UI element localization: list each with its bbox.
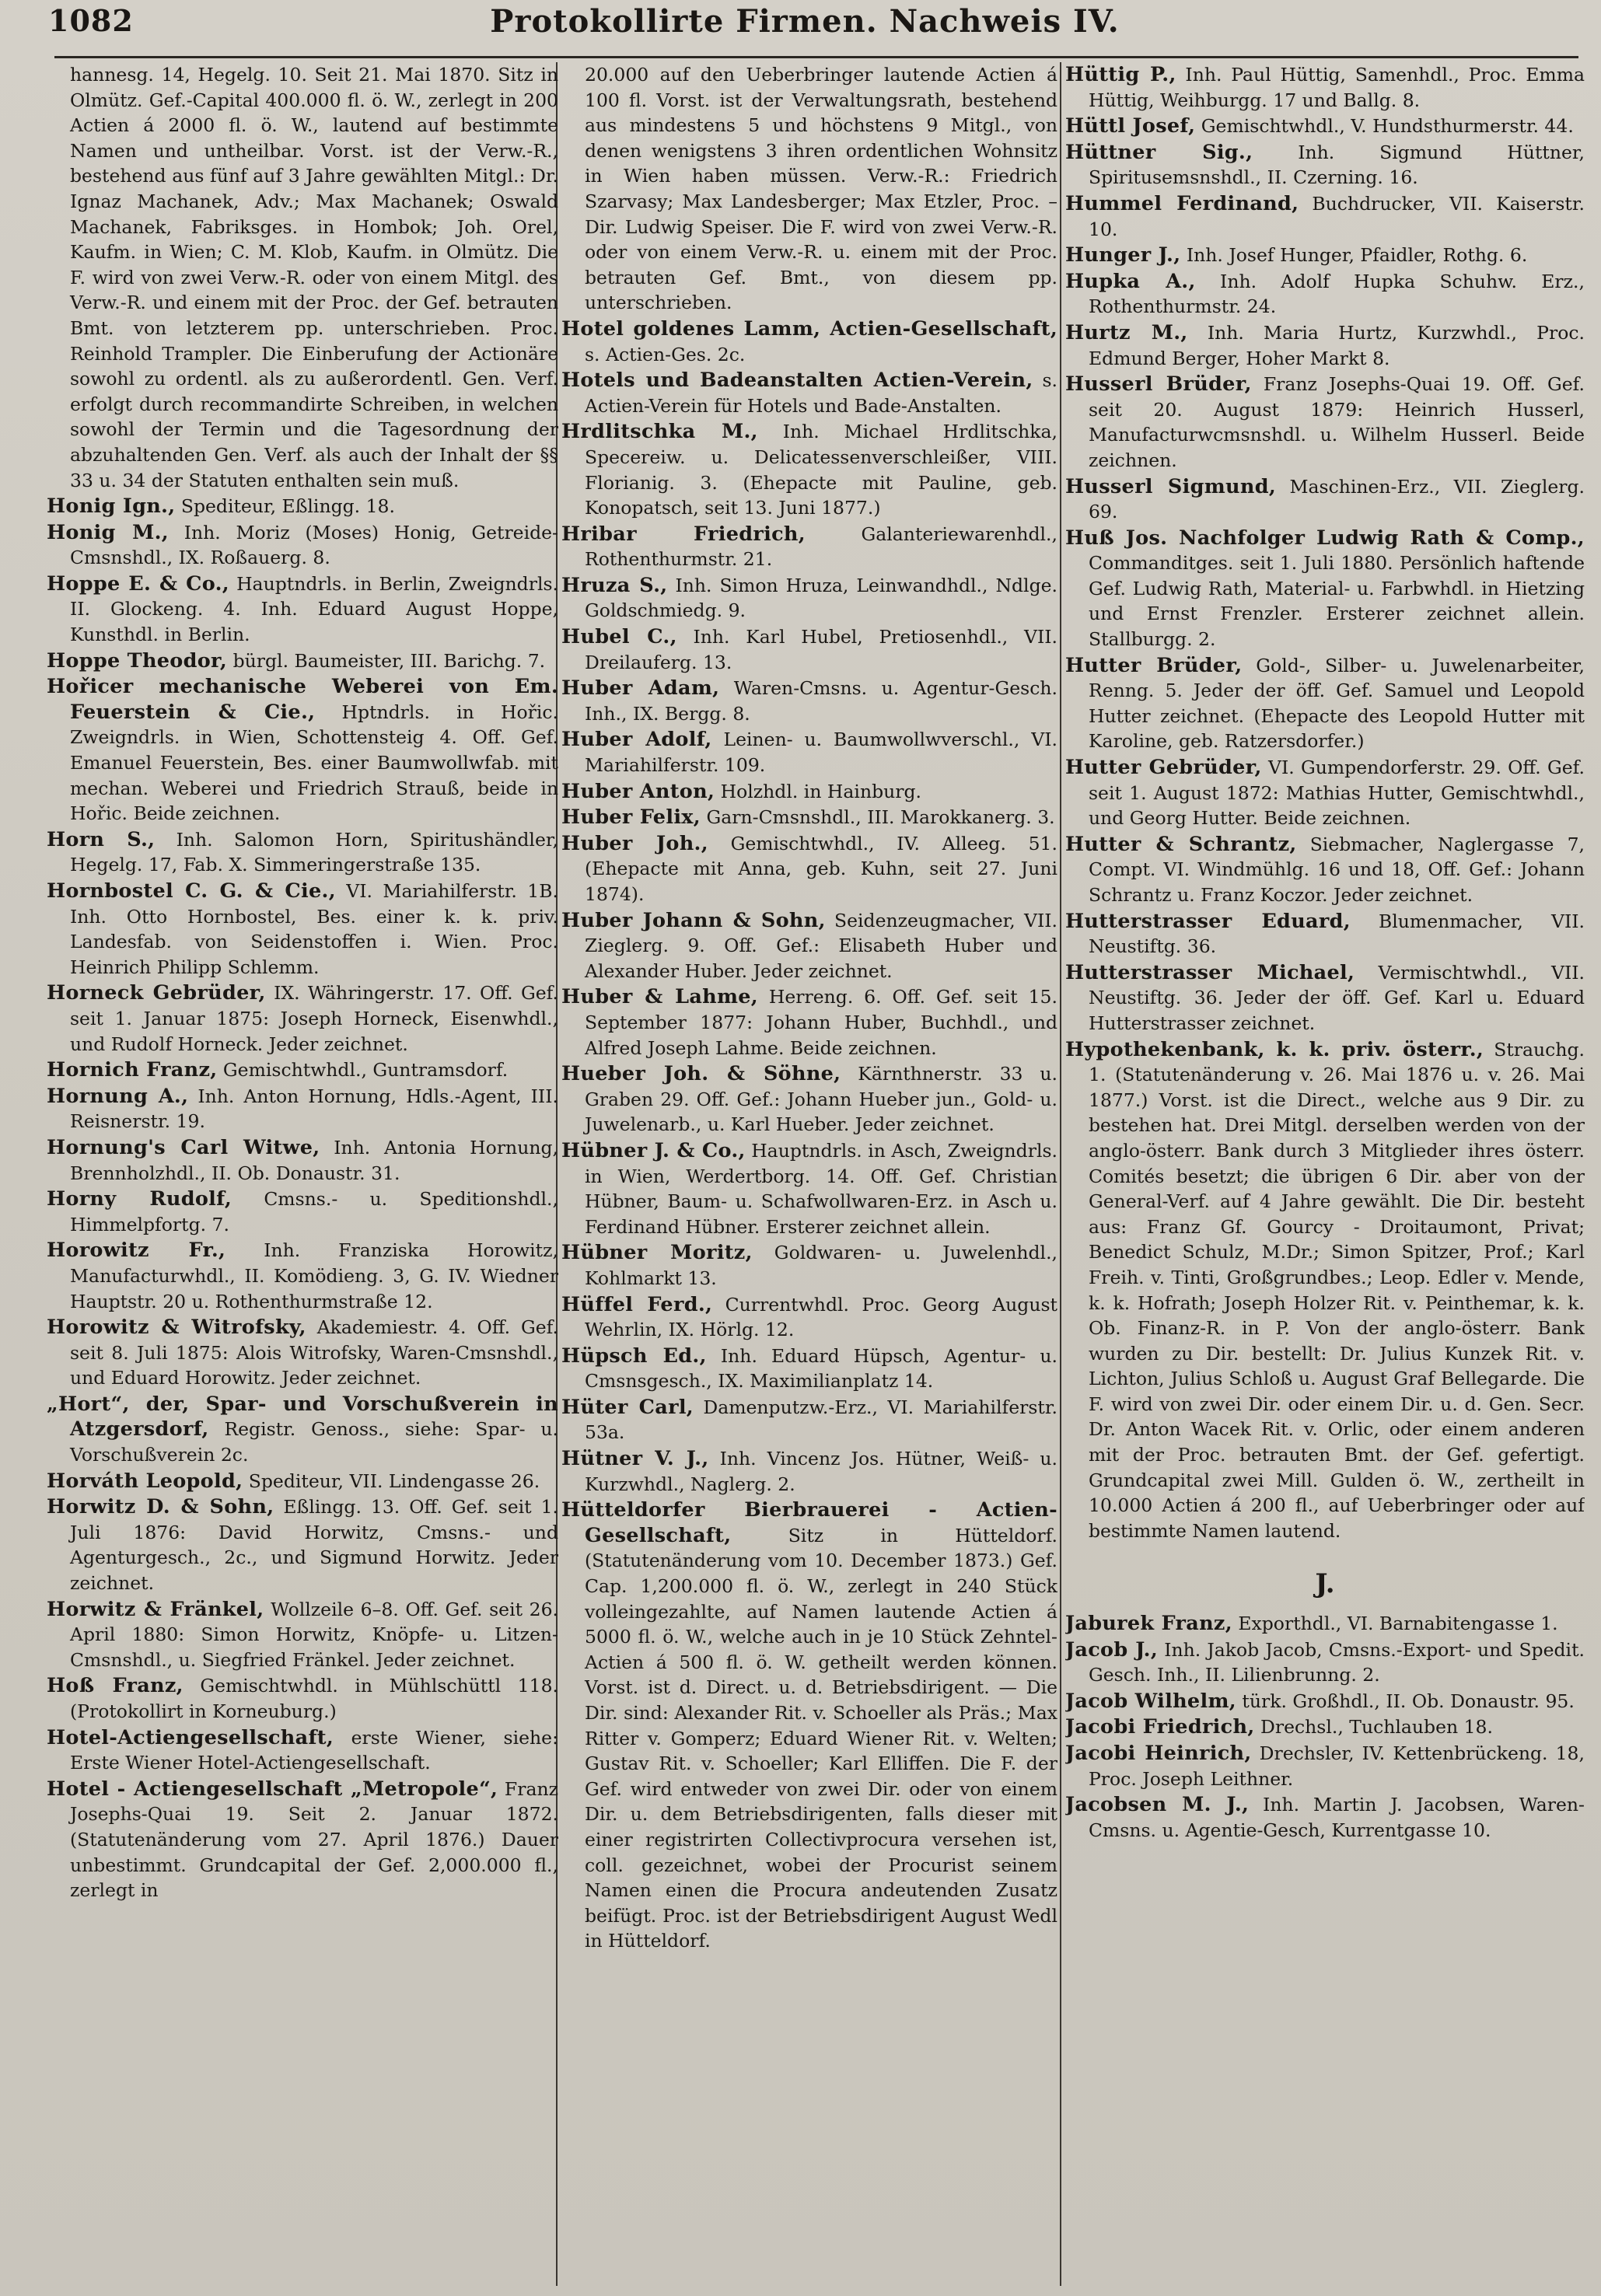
directory-entry bbox=[1065, 269, 1585, 320]
firm-name: Huber Johann & Sohn, bbox=[561, 908, 826, 932]
directory-entry bbox=[47, 1597, 558, 1673]
firm-details: Inh. Salomon Horn, Spiritushändler, Hegelg. 17, Fab. X. Simmeringerstraße 135. bbox=[70, 828, 558, 876]
firm-name: Hutterstrasser Eduard, bbox=[1065, 909, 1351, 933]
firm-details: Hauptndrls. in Asch, Zweigndrls. in Wien, Werdertborg. 14. Off. Gef. Christian Hübner, Baum- u. Schafwollwaren-Erz. in Asch u. Ferdinand Hübner. Ersterer zeichnet allein. bbox=[585, 1139, 1057, 1238]
directory-entry bbox=[561, 368, 1057, 418]
firm-details: Damenputzw.-Erz., VI. Mariahilferstr. 53a. bbox=[585, 1396, 1057, 1444]
firm-name: Jacob Wilhelm, bbox=[1065, 1689, 1236, 1713]
firm-details: Currentwhdl. Proc. Georg August Wehrlin, IX. Hörlg. 12. bbox=[585, 1293, 1057, 1341]
firm-name: Husserl Sigmund, bbox=[1065, 474, 1277, 498]
firm-name: Honig M., bbox=[47, 520, 169, 544]
page-header bbox=[31, 0, 1578, 54]
directory-entry bbox=[1065, 243, 1585, 268]
directory-entry bbox=[1065, 1037, 1585, 1544]
firm-details: Inh. Vincenz Jos. Hütner, Weiß- u. Kurzwhdl., Naglerg. 2. bbox=[585, 1448, 1057, 1495]
firm-details: Spediteur, VII. Lindengasse 26. bbox=[248, 1470, 540, 1492]
firm-name: Hribar Friedrich, bbox=[561, 522, 806, 546]
firm-details: Drechsl., Tuchlauben 18. bbox=[1260, 1716, 1493, 1739]
firm-name: Hüpsch Ed., bbox=[561, 1344, 707, 1368]
firm-name: Huber Adam, bbox=[561, 676, 720, 701]
directory-entry bbox=[1065, 1792, 1585, 1843]
directory-entry bbox=[47, 827, 558, 878]
directory-entry bbox=[561, 316, 1057, 367]
firm-name: Horwitz D. & Sohn, bbox=[47, 1495, 274, 1519]
firm-details: Kärnthnerstr. 33 u. Graben 29. Off. Gef.: Johann Hueber jun., Gold- u. Juwelenarb., u. Karl Hueber. Jeder zeichnet. bbox=[585, 1063, 1057, 1136]
firm-details: Inh. Eduard Hüpsch, Agentur- u. Cmsnsgesch., IX. Maximilianplatz 14. bbox=[585, 1344, 1057, 1393]
firm-name: Hořicer mechanische Weberei von Em. Feuerstein & Cie., bbox=[47, 675, 558, 724]
firm-name: Hotel goldenes Lamm, Actien-Gesellschaft, bbox=[561, 316, 1057, 341]
firm-name: Huß Jos. Nachfolger Ludwig Rath & Comp., bbox=[1065, 526, 1585, 550]
firm-name: Hütteldorfer Bierbrauerei - Actien-Gesellschaft, bbox=[561, 1498, 1057, 1547]
firm-name: Hummel Ferdinand, bbox=[1065, 191, 1299, 215]
directory-entry bbox=[561, 1344, 1057, 1394]
directory-entry bbox=[47, 571, 558, 648]
firm-name: Horowitz & Witrofsky, bbox=[47, 1316, 306, 1340]
firm-name: Hutterstrasser Michael, bbox=[1065, 960, 1355, 984]
firm-name: Hoß Franz, bbox=[47, 1674, 184, 1698]
directory-entry bbox=[47, 1777, 558, 1903]
firm-name: Hotel - Actiengesellschaft „Metropole“, bbox=[47, 1777, 498, 1801]
column-right bbox=[1065, 62, 1585, 2286]
firm-details: Inh. Jakob Jacob, Cmsns.-Export- und Spedit. Gesch. Inh., II. Lilienbrunng. 2. bbox=[1089, 1638, 1585, 1686]
firm-details: s. Actien-Ges. 2c. bbox=[585, 343, 746, 365]
firm-details: Siebmacher, Naglergasse 7, Compt. VI. Windmühlg. 16 und 18, Off. Gef.: Johann Schrantz u. Franz Koczor. Jeder zeichnet. bbox=[1089, 833, 1585, 906]
firm-details: Commanditges. seit 1. Juli 1880. Persönlich haftende Gef. Ludwig Rath, Material- u. Farbwhdl. in Hietzing und Ernst Frenzler. Ersterer zeichnet allein. Stallburgg. 2. bbox=[1089, 552, 1585, 651]
directory-entry bbox=[1065, 909, 1585, 959]
firm-name: Hüttl Josef, bbox=[1065, 114, 1196, 138]
firm-details: Inh. Martin J. Jacobsen, Waren-Cmsns. u. Agentie-Gesch, Kurrentgasse 10. bbox=[1089, 1794, 1585, 1841]
firm-name: Hypothekenbank, k. k. priv. österr., bbox=[1065, 1037, 1484, 1061]
firm-name: Hornung A., bbox=[47, 1084, 189, 1108]
firm-details: Cmsns.- u. Speditionshdl., Himmelpfortg. 7. bbox=[70, 1188, 558, 1235]
page-number: 1082 bbox=[48, 3, 134, 38]
directory-entry bbox=[561, 522, 1057, 572]
directory-entry bbox=[561, 908, 1057, 984]
directory-entry bbox=[561, 984, 1057, 1061]
directory-entry bbox=[1065, 653, 1585, 754]
firm-name: Horwitz & Fränkel, bbox=[47, 1597, 264, 1621]
firm-name: Huber Felix, bbox=[561, 806, 701, 830]
firm-details: VI. Gumpendorferstr. 29. Off. Gef. seit 1. August 1872: Mathias Hutter, Gemischtwhdl., und Georg Hutter. Beide zeichnen. bbox=[1089, 757, 1585, 830]
column-divider bbox=[1060, 62, 1061, 2286]
directory-entry bbox=[561, 1446, 1057, 1497]
firm-details: Inh. Maria Hurtz, Kurzwhdl., Proc. Edmund Berger, Hoher Markt 8. bbox=[1089, 321, 1585, 369]
firm-name: Hutter Brüder, bbox=[1065, 653, 1243, 677]
firm-name: Hornung's Carl Witwe, bbox=[47, 1135, 320, 1159]
firm-details: Goldwaren- u. Juwelenhdl., Kohlmarkt 13. bbox=[585, 1242, 1057, 1289]
firm-name: Huber Adolf, bbox=[561, 728, 712, 752]
directory-entry bbox=[561, 805, 1057, 830]
firm-details: IX. Währingerstr. 17. Off. Gef. seit 1. Januar 1875: Joseph Horneck, Eisenwhdl., und Rudolf Horneck. Jeder zeichnet. bbox=[70, 982, 558, 1055]
firm-details: Blumenmacher, VII. Neustiftg. 36. bbox=[1089, 910, 1585, 958]
firm-details: Inh. Josef Hunger, Pfaidler, Rothg. 6. bbox=[1186, 244, 1528, 267]
directory-entry bbox=[1065, 755, 1585, 831]
directory-entry bbox=[47, 1057, 558, 1083]
firm-name: Honig Ign., bbox=[47, 494, 176, 519]
firm-name: „Hort“, der, Spar- und Vorschußverein in Atzgersdorf, bbox=[47, 1392, 558, 1442]
firm-name: Hübner Moritz, bbox=[561, 1241, 753, 1265]
directory-entry bbox=[561, 1395, 1057, 1445]
section-letter-heading: J. bbox=[1315, 1568, 1335, 1600]
directory-entry bbox=[1065, 1689, 1585, 1714]
directory-entry bbox=[47, 1315, 558, 1391]
firm-name: Hurtz M., bbox=[1065, 320, 1188, 344]
directory-entry bbox=[561, 624, 1057, 675]
directory-entry bbox=[561, 779, 1057, 805]
firm-name: Hrdlitschka M., bbox=[561, 420, 758, 444]
firm-details: Inh. Moriz (Moses) Honig, Getreide-Cmsnshdl., IX. Roßauerg. 8. bbox=[70, 521, 558, 569]
firm-details: Inh. Franziska Horowitz, Manufacturwhdl., II. Komödieng. 3, G. IV. Wiedner Hauptstr. 20 u. Rothenthurmstraße 12. bbox=[70, 1239, 558, 1312]
firm-details: Exporthdl., VI. Barnabitengasse 1. bbox=[1238, 1613, 1558, 1635]
directory-entry bbox=[47, 1725, 558, 1776]
firm-details: Drechsler, IV. Kettenbrückeng. 18, Proc. Joseph Leithner. bbox=[1089, 1742, 1585, 1790]
firm-name: Hruza S., bbox=[561, 573, 668, 597]
firm-details: Inh. Paul Hüttig, Samenhdl., Proc. Emma Hüttig, Weihburgg. 17 und Ballg. 8. bbox=[1089, 64, 1585, 111]
firm-name: Jacobi Heinrich, bbox=[1065, 1742, 1252, 1765]
firm-details: Garn-Cmsnshdl., III. Marokkanerg. 3. bbox=[706, 806, 1055, 829]
firm-details: Vermischtwhdl., VII. Neustiftg. 36. Jeder der öff. Gef. Karl u. Eduard Hutterstrasser zeichnet. bbox=[1089, 961, 1585, 1034]
directory-entry bbox=[561, 419, 1057, 520]
directory-entry bbox=[561, 676, 1057, 726]
directory-entry bbox=[1065, 960, 1585, 1036]
firm-details: Franz Josephs-Quai 19. Seit 2. Januar 1872. (Statutenänderung vom 27. April 1876.) Dauer unbestimmt. Grundcapital der Gef. 2,000.000 fl., zerlegt in bbox=[70, 1777, 558, 1902]
firm-name: Hupka A., bbox=[1065, 269, 1196, 293]
firm-name: Horn S., bbox=[47, 827, 156, 851]
firm-name: Huber Anton, bbox=[561, 779, 715, 803]
firm-details: VI. Mariahilferstr. 1B. Inh. Otto Hornbostel, Bes. einer k. k. priv. Landesfab. von Seidenstoffen i. Wien. Proc. Heinrich Philipp Schlemm. bbox=[70, 880, 558, 978]
firm-name: Hornich Franz, bbox=[47, 1058, 218, 1082]
firm-name: Jacobsen M. J., bbox=[1065, 1793, 1250, 1817]
firm-details: Holzhdl. in Hainburg. bbox=[720, 780, 921, 802]
firm-details: Hptndrls. in Hořic. Zweigndrls. in Wien, Schottensteig 4. Off. Gef. Emanuel Feuerstein, Bes. einer Baumwollwfab. mit mechan. Weberei und Friedrich Strauß, beide in Hořic. Beide zeichnen. bbox=[70, 701, 558, 825]
firm-details: Gemischtwhdl. in Mühlschüttl 118. (Protokollirt in Korneuburg.) bbox=[70, 1675, 558, 1722]
directory-entry bbox=[561, 831, 1057, 907]
firm-details: 20.000 auf den Ueberbringer lautende Actien á 100 fl. Vorst. ist der Verwaltungsrath, bestehend aus mindestens 5 und höchstens 9 Mitgl., von denen wenigstens 3 ihren ordentlichen Wohnsitz in Wien haben müssen. Verw.-R.: Friedrich Szarvasy; Max Landesberger; Max Etzler, Proc. – Dir. Ludwig Speiser. Die F. wird von zwei Verw.-R. oder von einem Verw.-R. u. einem mit der Proc. betrauten Gef. Bmt., von diesem pp. unterschrieben. bbox=[585, 64, 1057, 314]
firm-details: Gemischtwhdl., Guntramsdorf. bbox=[222, 1059, 509, 1082]
firm-details: Gold-, Silber- u. Juwelenarbeiter, Renng. 5. Jeder der öff. Gef. Samuel und Leopold Hutter zeichnet. (Ehepacte des Leopold Hutter mit Karoline, geb. Ratzersdorfer.) bbox=[1089, 654, 1585, 753]
firm-name: Horny Rudolf, bbox=[47, 1187, 232, 1211]
directory-entry bbox=[561, 1061, 1057, 1138]
directory-entry bbox=[561, 1497, 1057, 1954]
firm-details: Maschinen-Erz., VII. Zieglerg. 69. bbox=[1089, 475, 1585, 523]
firm-details: Inh. Michael Hrdlitschka, Specereiw. u. Delicatessenverschleißer, VIII. Florianig. 3. (Ehepacte mit Pauline, geb. Konopatsch, seit 13. Juni 1877.) bbox=[585, 421, 1057, 519]
firm-details: türk. Großhdl., II. Ob. Donaustr. 95. bbox=[1242, 1690, 1575, 1712]
directory-entry bbox=[47, 1135, 558, 1186]
firm-name: Horowitz Fr., bbox=[47, 1239, 226, 1263]
firm-name: Hütner V. J., bbox=[561, 1447, 709, 1471]
firm-details: Wollzeile 6–8. Off. Gef. seit 26. April 1880: Simon Horwitz, Knöpfe- u. Litzen-Cmsnshdl., u. Siegfried Fränkel. Jeder zeichnet. bbox=[70, 1598, 558, 1671]
firm-details: s. Actien-Verein für Hotels und Bade-Anstalten. bbox=[585, 369, 1057, 417]
directory-entry bbox=[1065, 474, 1585, 525]
directory-entry bbox=[1065, 1611, 1585, 1637]
firm-name: Hubel C., bbox=[561, 625, 677, 649]
firm-details: Akademiestr. 4. Off. Gef. seit 8. Juli 1875: Alois Witrofsky, Waren-Cmsnshdl., und Eduard Horowitz. Jeder zeichnet. bbox=[70, 1316, 558, 1389]
directory-entry bbox=[1065, 372, 1585, 473]
firm-name: Hornbostel C. G. & Cie., bbox=[47, 879, 336, 903]
directory-entry bbox=[561, 573, 1057, 624]
directory-entry bbox=[1065, 140, 1585, 190]
firm-details: Inh. Sigmund Hüttner, Spiritusemsnshdl., II. Czerning. 16. bbox=[1089, 141, 1585, 189]
firm-name: Jacob J., bbox=[1065, 1637, 1159, 1662]
firm-name: Hüter Carl, bbox=[561, 1395, 694, 1419]
directory-entry bbox=[561, 1138, 1057, 1239]
directory-entry bbox=[1065, 1714, 1585, 1740]
firm-details: Registr. Genoss., siehe: Spar- u. Vorschußverein 2c. bbox=[70, 1418, 558, 1466]
directory-entry bbox=[47, 879, 558, 980]
firm-name: Hüttig P., bbox=[1065, 63, 1176, 86]
firm-details: erste Wiener, siehe: Erste Wiener Hotel-Actiengesellschaft. bbox=[70, 1726, 558, 1774]
directory-entry bbox=[47, 674, 558, 826]
directory-entry bbox=[47, 1469, 558, 1494]
firm-name: Hoppe E. & Co., bbox=[47, 571, 229, 596]
firm-details: Inh. Karl Hubel, Pretiosenhdl., VII. Dreilauferg. 13. bbox=[585, 626, 1057, 673]
firm-name: Jaburek Franz, bbox=[1065, 1612, 1232, 1636]
directory-entry bbox=[561, 1240, 1057, 1291]
firm-name: Hüttner Sig., bbox=[1065, 140, 1253, 164]
firm-name: Hüffel Ferd., bbox=[561, 1292, 713, 1316]
firm-details: Hauptndrls. in Berlin, Zweigndrls. II. Glockeng. 4. Inh. Eduard August Hoppe, Kunsthdl. in Berlin. bbox=[70, 572, 558, 646]
firm-details: Strauchg. 1. (Statutenänderung v. 26. Mai 1876 u. v. 26. Mai 1877.) Vorst. ist die Direct., welche aus 9 Dir. zu bestehen hat. Drei Mitgl. derselben werden von der anglo-österr. Bank durch 3 Mitglieder ihres österr. Comités besetzt; die übrigen 6 Dir. aber von der General-Verf. auf 4 Jahre gewählt. Die Dir. besteht aus: Franz Gf. Gourcy - Droitaumont, Privat; Benedict Schulz, M.Dr.; Simon Spitzer, Prof.; Karl Freih. v. Tinti, Großgrundbes.; Leop. Edler v. Mende, k. k. Hofrath; Joseph Holzer Rit. v. Peinthemar, k. k. Ob. Finanz-R. in P. Von der anglo-österr. Bank wurden zu Dir. bestellt: Dr. Julius Kunzek Rit. v. Lichton, Julius Schloß u. August Graf Bellegarde. Die F. wird von zwei Dir. oder einem Dir. u. d. Gen. Secr. Dr. Anton Wacek Rit. v. Orlic, oder einem anderen mit der Proc. betrauten Bmt. der Gef. gefertigt. Grundcapital zwei Mill. Gulden ö. W., zertheilt in 10.000 Actien á 200 fl., auf Ueberbringer oder auf bestimmte Namen lautend. bbox=[1089, 1038, 1585, 1542]
firm-name: Hoppe Theodor, bbox=[47, 648, 228, 673]
directory-entry bbox=[1065, 191, 1585, 242]
column-middle bbox=[561, 62, 1057, 2286]
firm-name: Hueber Joh. & Söhne, bbox=[561, 1062, 841, 1086]
directory-entry bbox=[47, 1673, 558, 1724]
firm-details: Gemischtwhdl., V. Hundsthurmerstr. 44. bbox=[1201, 115, 1574, 138]
directory-entry bbox=[1065, 1637, 1585, 1688]
directory-entry bbox=[47, 1392, 558, 1468]
firm-details: Buchdrucker, VII. Kaiserstr. 10. bbox=[1089, 192, 1585, 240]
firm-details: Waren-Cmsns. u. Agentur-Gesch. Inh., IX. Bergg. 8. bbox=[585, 677, 1057, 725]
column-left bbox=[47, 62, 558, 2286]
directory-entry bbox=[47, 980, 558, 1057]
directory-entry bbox=[47, 1186, 558, 1237]
firm-details: Eßlingg. 13. Off. Gef. seit 1. Juli 1876: David Horwitz, Cmsns.- und Agenturgesch., 2c., und Sigmund Horwitz. Jeder zeichnet. bbox=[70, 1496, 558, 1595]
firm-details: Seidenzeugmacher, VII. Zieglerg. 9. Off. Gef.: Elisabeth Huber und Alexander Huber. Jeder zeichnet. bbox=[585, 909, 1057, 982]
firm-details: Inh. Antonia Hornung, Brennholzhdl., II. Ob. Donaustr. 31. bbox=[70, 1136, 558, 1184]
firm-name: Huber & Lahme, bbox=[561, 985, 758, 1009]
directory-entry bbox=[47, 520, 558, 571]
directory-entry bbox=[1065, 320, 1585, 371]
firm-name: Hutter & Schrantz, bbox=[1065, 832, 1297, 856]
header-rule bbox=[54, 56, 1578, 58]
directory-entry bbox=[561, 62, 1057, 316]
directory-entry bbox=[47, 1238, 558, 1314]
directory-entry bbox=[47, 1494, 558, 1595]
firm-details: Herreng. 6. Off. Gef. seit 15. September 1877: Johann Huber, Buchhdl., und Alfred Joseph Lahme. Beide zeichnen. bbox=[585, 986, 1057, 1059]
running-title: Protokollirte Firmen. Nachweis IV. bbox=[490, 3, 1120, 40]
directory-entry bbox=[1065, 114, 1585, 139]
directory-entry bbox=[561, 1292, 1057, 1343]
firm-details: bürgl. Baumeister, III. Barichg. 7. bbox=[232, 649, 546, 672]
directory-entry bbox=[47, 648, 558, 674]
firm-name: Horneck Gebrüder, bbox=[47, 981, 266, 1005]
firm-name: Hotel-Actiengesellschaft, bbox=[47, 1725, 334, 1749]
directory-entry bbox=[47, 1084, 558, 1134]
firm-details: hannesg. 14, Hegelg. 10. Seit 21. Mai 1870. Sitz in Olmütz. Gef.-Capital 400.000 fl. ö. W., zerlegt in 200 Actien á 2000 fl. ö. W., lautend auf bestimmte Namen und untheilbar. Vorst. ist der Verw.-R., bestehend aus fünf auf 3 Jahre gewählten Mitgl.: Dr. Ignaz Machanek, Adv.; Max Machanek; Oswald Machanek, Fabriksges. in Hombok; Joh. Orel, Kaufm. in Wien; C. M. Klob, Kaufm. in Olmütz. Die F. wird von zwei Verw.-R. oder von einem Mitgl. des Verw.-R. und einem mit der Proc. der Gef. betrauten Bmt. von letzterem pp. unterschrieben. Proc. Reinhold Trampler. Die Einberufung der Actionäre sowohl zu ordentl. als zu außerordentl. Gen. Verf. erfolgt durch recommandirte Schreiben, in welchen sowohl der Termin und die Tagesordnung der abzuhaltenden Gen. Verf. als auch der Inhalt der §§ 33 u. 34 der Statuten enthalten sein muß. bbox=[70, 64, 558, 491]
firm-name: Horváth Leopold, bbox=[47, 1469, 243, 1493]
firm-details: Inh. Anton Hornung, Hdls.-Agent, III. Reisnerstr. 19. bbox=[70, 1085, 558, 1133]
firm-name: Jacobi Friedrich, bbox=[1065, 1715, 1255, 1739]
firm-name: Husserl Brüder, bbox=[1065, 372, 1252, 397]
firm-details: Franz Josephs-Quai 19. Off. Gef. seit 20. August 1879: Heinrich Husserl, Manufacturwcmsnshdl. u. Wilhelm Husserl. Beide zeichnen. bbox=[1089, 373, 1585, 471]
firm-details: Inh. Simon Hruza, Leinwandhdl., Ndlge. Goldschmiedg. 9. bbox=[585, 574, 1057, 622]
directory-entry bbox=[561, 727, 1057, 778]
directory-entry bbox=[47, 494, 558, 519]
firm-name: Hotels und Badeanstalten Actien-Verein, bbox=[561, 369, 1033, 393]
directory-entry bbox=[1065, 832, 1585, 908]
directory-entry bbox=[1065, 526, 1585, 652]
firm-details: Sitz in Hütteldorf. (Statutenänderung vom 10. December 1873.) Gef. Cap. 1,200.000 fl. ö. W., zerlegt in 240 Stück volleingezahlte, auf Namen lautende Actien á 5000 fl. ö. W., welche auch in je 10 Stück Zehntel-Actien á 500 fl. ö. W. getheilt werden können. Vorst. ist d. Direct. u. d. Betriebsdirigent. — Die Dir. sind: Alexander Rit. v. Schoeller als Präs.; Max Ritter v. Gomperz; Eduard Wiener Rit. v. Welten; Gustav Rit. v. Schoeller; Karl Elliffen. Die F. der Gef. wird entweder von zwei Dir. oder von einem Dir. u. dem Betriebsdirigenten, falls dieser mit einer registrirten Collectivprocura versehen ist, coll. gezeichnet, wobei der Procurist seinem Namen einen die Procura andeutenden Zusatz beifügt. Proc. ist der Betriebsdirigent August Wedl in Hütteldorf. bbox=[585, 1524, 1057, 1952]
firm-details: Inh. Adolf Hupka Schuhw. Erz., Rothenthurmstr. 24. bbox=[1089, 270, 1585, 318]
directory-entry bbox=[47, 62, 558, 493]
firm-details: Galanteriewarenhdl., Rothenthurmstr. 21. bbox=[585, 522, 1057, 571]
directory-entry bbox=[1065, 62, 1585, 113]
firm-name: Hübner J. & Co., bbox=[561, 1138, 746, 1162]
firm-details: Leinen- u. Baumwollwverschl., VI. Mariahilferstr. 109. bbox=[585, 729, 1057, 777]
directory-entry bbox=[1065, 1741, 1585, 1791]
firm-name: Hunger J., bbox=[1065, 243, 1181, 267]
firm-details: Gemischtwhdl., IV. Alleeg. 51. (Ehepacte mit Anna, geb. Kuhn, seit 27. Juni 1874). bbox=[585, 832, 1057, 905]
firm-name: Hutter Gebrüder, bbox=[1065, 756, 1262, 780]
firm-name: Huber Joh., bbox=[561, 831, 708, 855]
firm-details: Spediteur, Eßlingg. 18. bbox=[180, 495, 395, 518]
